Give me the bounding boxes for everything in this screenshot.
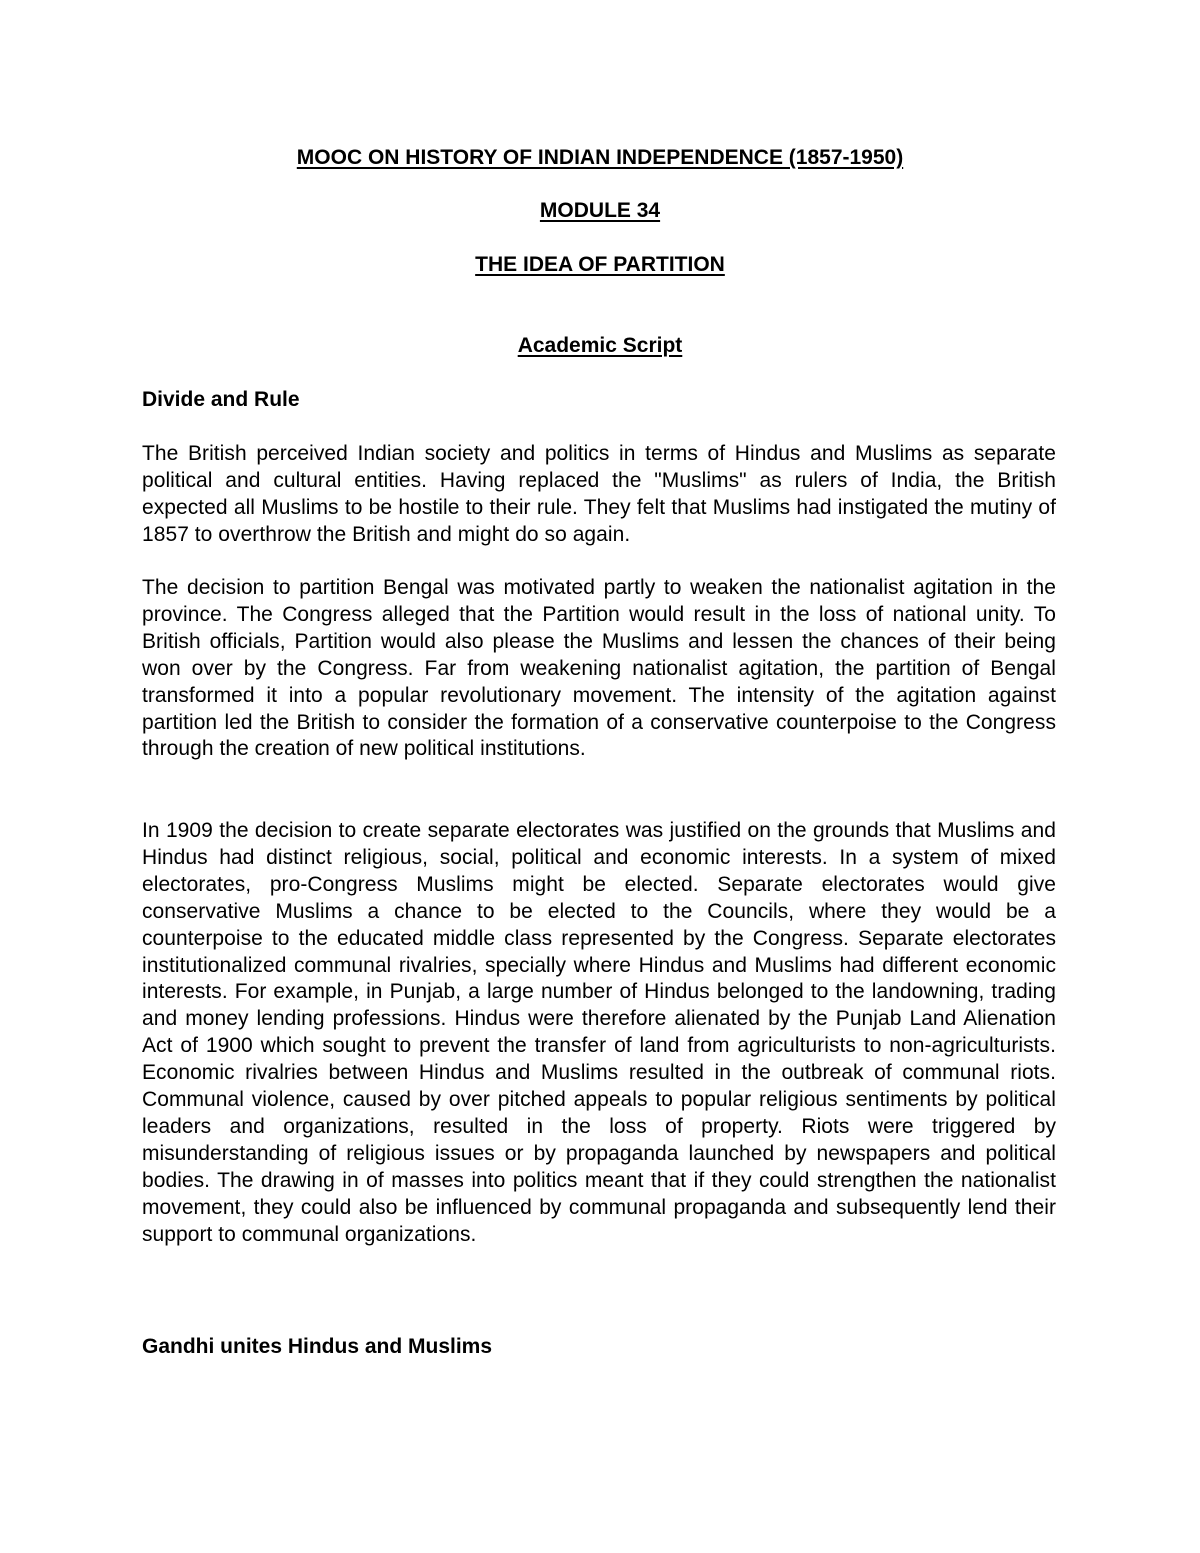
course-title: MOOC ON HISTORY OF INDIAN INDEPENDENCE (1857-1950) — [296, 146, 904, 169]
module-title: THE IDEA OF PARTITION — [475, 253, 725, 276]
paragraph: In 1909 the decision to create separate electorates was justified on the grounds that Muslims and Hindus had distinct religious, social, political and economic interests. In a system of mixed electorates, pro-Congress Muslims might be elected. Separate electorates would give conservative Muslims a chance to be elected to the Councils, where they would be a counterpoise to the educated middle class represented by the Congress. Separate electorates institutionalized communal rivalries, specially where Hindus and Muslims had different economic interests. For example, in Punjab, a large number of Hindus belonged to the landowning, trading and money lending professions. Hindus were therefore alienated by the Punjab Land Alienation Act of 1900 which sought to prevent the transfer of land from agriculturists to non-agriculturists. Economic rivalries between Hindus and Muslims resulted in the outbreak of communal riots. Communal violence, caused by over pitched appeals to popular religious sentiments by political leaders and organizations, resulted in the loss of property. Riots were triggered by misunderstanding of religious issues or by propaganda launched by newspapers and political bodies. The drawing in of masses into politics meant that if they could strengthen the nationalist movement, they could also be influenced by communal propaganda and subsequently lend their support to communal organizations. — [142, 819, 1056, 1246]
section-heading-divide-and-rule: Divide and Rule — [142, 388, 300, 411]
section-heading-gandhi-unites: Gandhi unites Hindus and Muslims — [142, 1335, 493, 1358]
script-label: Academic Script — [517, 334, 683, 357]
module-number: MODULE 34 — [539, 199, 661, 222]
paragraph: The decision to partition Bengal was motivated partly to weaken the nationalist agitation in the province. The Congress alleged that the Partition would result in the loss of national unity. To British officials, Partition would also please the Muslims and lessen the chances of their being won over by the Congress. Far from weakening nationalist agitation, the partition of Bengal transformed it into a popular revolutionary movement. The intensity of the agitation against partition led the British to consider the formation of a conservative counterpoise to the Congress through the creation of new political institutions. — [142, 576, 1056, 761]
paragraph: The British perceived Indian society and politics in terms of Hindus and Muslims as separate political and cultural entities. Having replaced the "Muslims" as rulers of India, the British expected all Muslims to be hostile to their rule. They felt that Muslims had instigated the mutiny of 1857 to overthrow the British and might do so again. — [142, 442, 1056, 546]
